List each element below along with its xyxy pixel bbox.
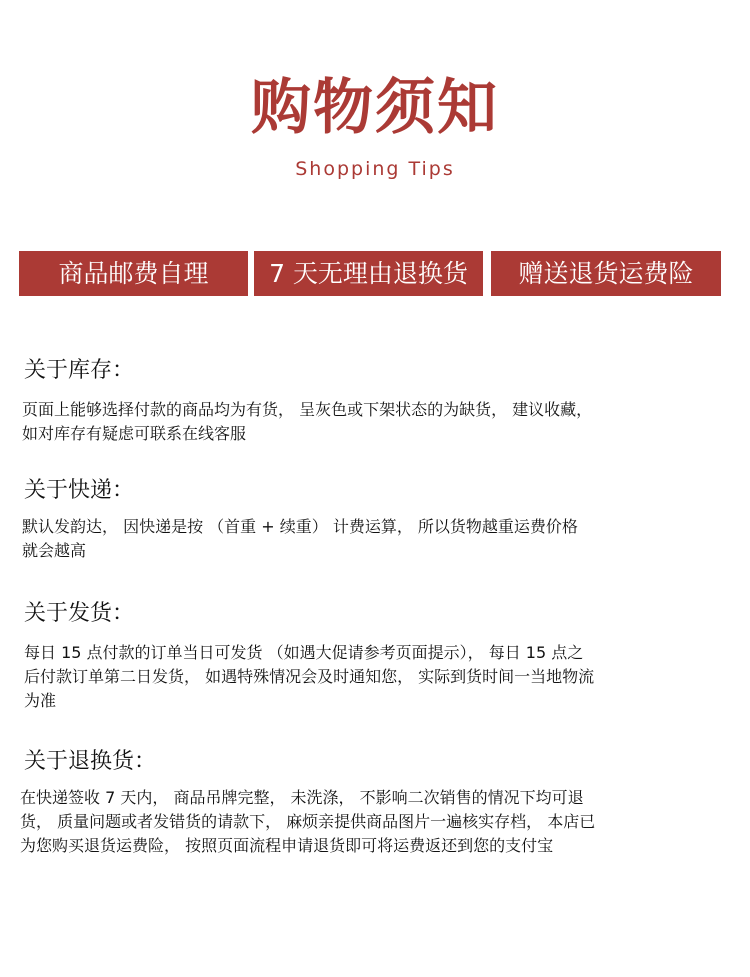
section-line: 为您购买退货运费险， 按照页面流程申请退货即可将运费返还到您的支付宝 [20,836,554,855]
section-body-shipping [24,641,710,713]
section-heading-inventory: 关于库存： [24,358,135,383]
section-body-courier [22,515,708,563]
section-line: 在快递签收 7 天内， 商品吊牌完整， 未洗涤， 不影响二次销售的情况下均可退 [20,788,584,807]
page-subtitle: Shopping Tips [295,158,455,180]
section-line: 页面上能够选择付款的商品均为有货， 呈灰色或下架状态的为缺货， 建议收藏， [22,400,593,419]
section-body-returns [20,786,706,858]
section-heading-returns: 关于退换货： [24,749,157,774]
section-line: 每日 15 点付款的订单当日可发货 （如遇大促请参考页面提示）， 每日 15 点之 [24,643,584,662]
section-line: 如对库存有疑虑可联系在线客服 [22,424,247,443]
section-line: 为准 [24,691,57,710]
banner-shipping-fee: 商品邮费自理 [19,251,248,296]
section-line: 后付款订单第二日发货， 如遇特殊情况会及时通知您， 实际到货时间一当地物流 [24,667,595,686]
section-line: 默认发韵达， 因快递是按 （首重 + 续重） 计费运算， 所以货物越重运费价格 [22,517,578,536]
section-body-inventory [22,398,708,446]
page-title: 购物须知 [251,73,499,143]
section-line: 就会越高 [22,541,87,560]
banner-7-day-return: 7 天无理由退换货 [254,251,483,296]
section-heading-courier: 关于快递： [24,478,135,503]
section-heading-shipping: 关于发货： [24,601,135,626]
banner-return-insurance: 赠送退货运费险 [491,251,721,296]
section-line: 货， 质量问题或者发错货的请款下， 麻烦亲提供商品图片一遍核实存档， 本店已 [20,812,596,831]
